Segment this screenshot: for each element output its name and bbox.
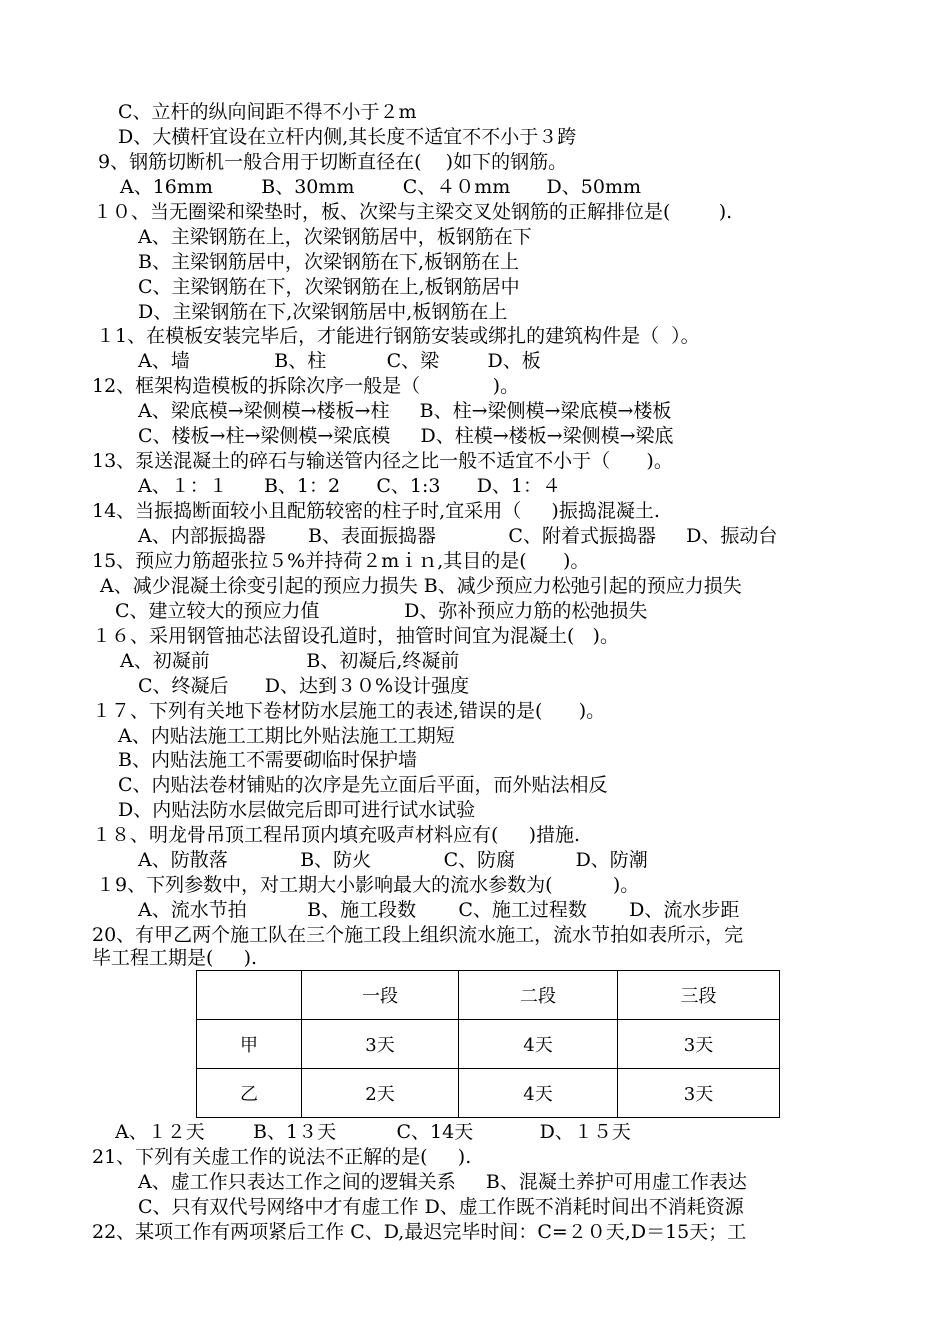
table-cell: 4天 [459,1020,618,1069]
option-line: B、内贴法施工不需要砌临时保护墙 [118,749,417,771]
table-cell: 3天 [302,1020,459,1069]
option-line: A、16mm B、30mm C、４０mm D、50mm [120,176,641,198]
option-line: B、主梁钢筋居中，次梁钢筋在下,板钢筋在上 [138,251,520,273]
option-line: A、墙 B、柱 C、梁 D、板 [138,350,541,372]
table-header-cell: 三段 [618,971,780,1020]
option-line: C、终凝后 D、达到３０%设计强度 [138,675,470,697]
table-row [197,1020,780,1069]
option-line: C、内贴法卷材铺贴的次序是先立面后平面，而外贴法相反 [118,774,608,796]
question-line: 15、预应力筋超张拉５%并持荷２mｉｎ,其目的是( )。 [92,550,590,572]
question-line: 22、某项工作有两项紧后工作 C、D,最迟完毕时间：C=２０天,D＝15天；工 [92,1221,747,1243]
option-line: A、减少混凝土徐变引起的预应力损失 B、减少预应力松弛引起的预应力损失 [100,575,742,597]
question-line: 20、有甲乙两个施工队在三个施工段上组织流水施工，流水节拍如表所示，完 [92,924,744,946]
flow-beat-table [196,970,780,1118]
option-line: A、１２天 B、1３天 C、14天 D、１５天 [115,1121,631,1143]
option-line: A、梁底模→梁侧模→楼板→柱 B、柱→梁侧模→梁底模→楼板 [138,400,672,422]
table-header-cell: 一段 [302,971,459,1020]
option-line: A、１：１ B、1：2 C、1:3 D、1：４ [138,475,562,497]
table-cell: 3天 [618,1069,780,1118]
option-line: A、内贴法施工工期比外贴法施工工期短 [118,725,455,747]
question-line: 9、钢筋切断机一般合用于切断直径在( )如下的钢筋。 [98,151,568,173]
option-line: A、初凝前 B、初凝后,终凝前 [120,650,460,672]
question-line: １７、下列有关地下卷材防水层施工的表述,错误的是( )。 [92,700,606,722]
table-cell: 2天 [302,1069,459,1118]
question-line: 12、框架构造模板的拆除次序一般是（ )。 [92,375,520,397]
question-line: １０、当无圈梁和梁垫时，板、次梁与主梁交叉处钢筋的正解排位是( ). [93,201,733,223]
table-cell: 4天 [459,1069,618,1118]
table-header-row [197,971,780,1020]
table-cell: 甲 [197,1020,302,1069]
option-line: A、流水节拍 B、施工段数 C、施工过程数 D、流水步距 [138,899,740,921]
option-line: C、建立较大的预应力值 D、弥补预应力筋的松弛损失 [115,600,648,622]
option-line: C、立杆的纵向间距不得不小于２m [118,101,417,123]
table-cell: 3天 [618,1020,780,1069]
option-line: C、楼板→柱→梁侧模→梁底模 D、柱模→楼板→梁侧模→梁底 [138,425,674,447]
table-header-cell: 二段 [459,971,618,1020]
option-line: A、防散落 B、防火 C、防腐 D、防潮 [138,849,648,871]
question-line: 21、下列有关虚工作的说法不正解的是( ). [92,1146,472,1168]
question-line: １9、下列参数中，对工期大小影响最大的流水参数为( )。 [96,874,640,896]
option-line: A、主梁钢筋在上，次梁钢筋居中，板钢筋在下 [138,226,532,248]
question-line: １６、采用钢管抽芯法留设孔道时，抽管时间宜为混凝土( )。 [92,625,619,647]
table-cell: 乙 [197,1069,302,1118]
option-line: D、大横杆宜设在立杆内侧,其长度不适宜不不小于３跨 [118,126,577,148]
question-line: １８、明龙骨吊顶工程吊顶内填充吸声材料应有( )措施. [92,824,581,846]
option-line: C、主梁钢筋在下，次梁钢筋在上,板钢筋居中 [138,276,520,298]
question-line: 14、当振捣断面较小且配筋较密的柱子时,宜采用（ )振捣混凝土. [92,500,660,522]
question-line: 毕工程工期是( ). [92,947,258,969]
option-line: D、主梁钢筋在下,次梁钢筋居中,板钢筋在上 [138,301,508,323]
question-line: 13、泵送混凝土的碎石与输送管内径之比一般不适宜不小于（ )。 [92,450,673,472]
question-line: １1、在模板安装完毕后，才能进行钢筋安装或绑扎的建筑构件是（ ）。 [96,325,700,347]
option-line: C、只有双代号网络中才有虚工作 D、虚工作既不消耗时间出不消耗资源 [138,1196,744,1218]
option-line: A、内部振捣器 B、表面振捣器 C、附着式振捣器 D、振动台 [138,525,778,547]
option-line: A、虚工作只表达工作之间的逻辑关系 B、混凝土养护可用虚工作表达 [138,1171,747,1193]
option-line: D、内贴法防水层做完后即可进行试水试验 [118,799,476,821]
table-header-cell [197,971,302,1020]
table-row [197,1069,780,1118]
